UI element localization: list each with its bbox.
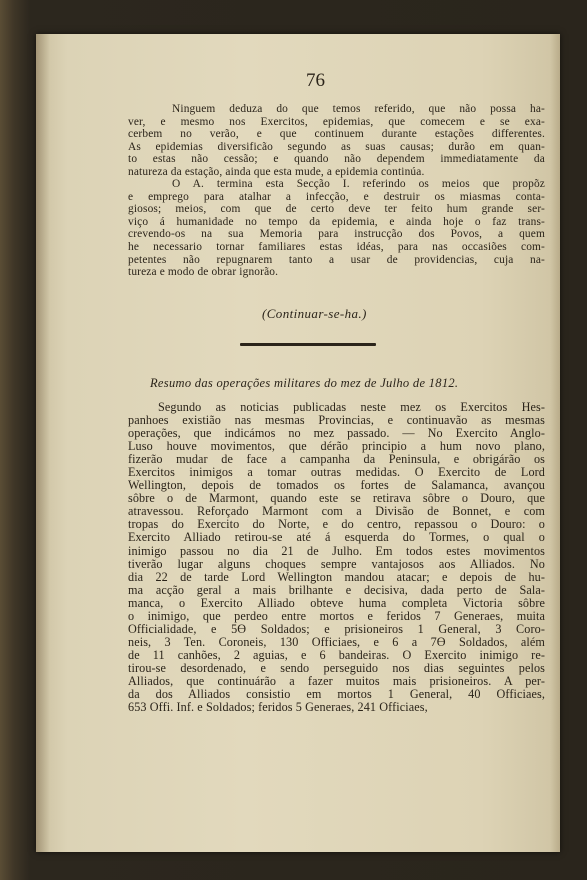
page-number: 76 (306, 70, 325, 91)
text-line: tirou-se desordenado, e sendo perseguido nos dias seguintes pelos (128, 660, 545, 675)
paragraph-military-operations (128, 401, 545, 714)
text-line: Wellington, depois de tomados os fortes de Salamanca, avançou (128, 478, 545, 493)
text-line: Exercitos inimigos a tomar outras medidas. O Exercito de Lord (128, 465, 545, 480)
text-line: ver, e mesmo nos Exercitos, epidemias, que comecem e se exa- (128, 115, 545, 128)
spine-shadow (36, 34, 50, 852)
text-line: Ninguem deduza do que temos referido, que não possa ha- (172, 103, 545, 115)
text-line: Luso houve movimentos, que dérão principio a hum novo plano, (128, 439, 545, 454)
text-line: he necessario tornar familiares estas idéas, para nas occasiões com- (128, 241, 545, 254)
text-line: Alliados, que continuárão a fazer muitos mais prisioneiros. A per- (128, 673, 545, 688)
text-line: Officialidade, e 5Ɵ Soldados; e prisioneiros 1 General, 3 Coro- (128, 621, 545, 636)
text-line: to estas não cessão; e quando não dependem immediatamente da (128, 153, 545, 166)
text-line: dia 22 de tarde Lord Wellington mandou atacar; e depois de hu- (128, 569, 545, 584)
text-line: o inimigo, que perdeo entre mortos e feridos 7 Generaes, muita (128, 608, 545, 623)
text-line: viço á humanidade no tempo da epidemia, e ainda hoje o faz trans- (128, 215, 545, 228)
text-line: ma acção geral a mais brilhante e decisiva, dada perto de Sala- (128, 582, 545, 597)
text-line: petentes não repugnarem tanto a usar de providencias, cuja na- (128, 253, 545, 266)
text-line: manca, o Exercito Alliado obteve huma completa Victoria sôbre (128, 595, 545, 610)
text-line: atravessou. Reforçado Marmont com a Divisão de Bonnet, e com (128, 504, 545, 519)
text-line: tiverão lugar alguns choques sempre vantajosos aos Alliados. No (128, 556, 545, 571)
text-line: fizerão mudar de face a campanha da Peninsula, e obrigárão os (128, 452, 545, 467)
text-line: crevendo-os na sua Memoria para instrucção dos Povos, a quem (128, 228, 545, 241)
text-line: O A. termina esta Secção I. referindo os meios que propõz (172, 178, 545, 191)
text-line: operações, que indicámos no mez passado. — No Exercito Anglo- (128, 426, 545, 441)
page-edge (550, 34, 560, 852)
text-line: da dos Alliados consistio em mortos 1 General, 40 Officiaes, (128, 687, 545, 702)
text-line: natureza da estação, ainda que esta mude, a epidemia continúa. (128, 165, 425, 178)
text-line: As epidemias diversificão segundo as suas causas; durão em quan- (128, 140, 545, 153)
text-line: e emprego para atalhar a infecção, e destruir os miasmas conta- (128, 190, 545, 203)
text-line: sôbre o de Marmont, quando este se retirava sôbre o Douro, que (128, 491, 545, 506)
text-line: Segundo as noticias publicadas neste mez os Exercitos Hes- (158, 400, 545, 414)
text-line: giosos; meios, com que de certo deve ter feito hum grande ser- (128, 203, 545, 216)
text-line: 653 Offi. Inf. e Soldados; feridos 5 Generaes, 241 Officiaes, (128, 700, 428, 715)
text-line: cerbem no verão, e que continuem durante estações differentes. (128, 128, 545, 141)
text-line: neis, 3 Ten. Coroneis, 130 Officiaes, e 6 a 7Ɵ Soldados, além (128, 634, 545, 649)
continuation-note: (Continuar-se-ha.) (262, 306, 367, 321)
section-divider-rule (240, 343, 376, 346)
text-line: tureza e modo de obrar ignorão. (128, 266, 279, 279)
paragraph-epidemics (128, 103, 545, 279)
text-line: Exercito Alliado retirou-se até á esquerda do Tormes, o qual o (128, 530, 545, 545)
text-line: inimigo passou no dia 21 de Julho. Em todos estes movimentos (128, 543, 545, 558)
section-heading: Resumo das operações militares do mez de Julho de 1812. (150, 376, 459, 390)
text-line: tropas do Exercito do Norte, e do centro, repassou o Douro: o (128, 517, 545, 532)
text-line: de 11 canhões, 2 aguias, e 6 bandeiras. O Exercito inimigo re- (128, 647, 545, 662)
text-line: panhoes existião nas mesmas Provincias, e continuavão as mesmas (128, 413, 545, 428)
